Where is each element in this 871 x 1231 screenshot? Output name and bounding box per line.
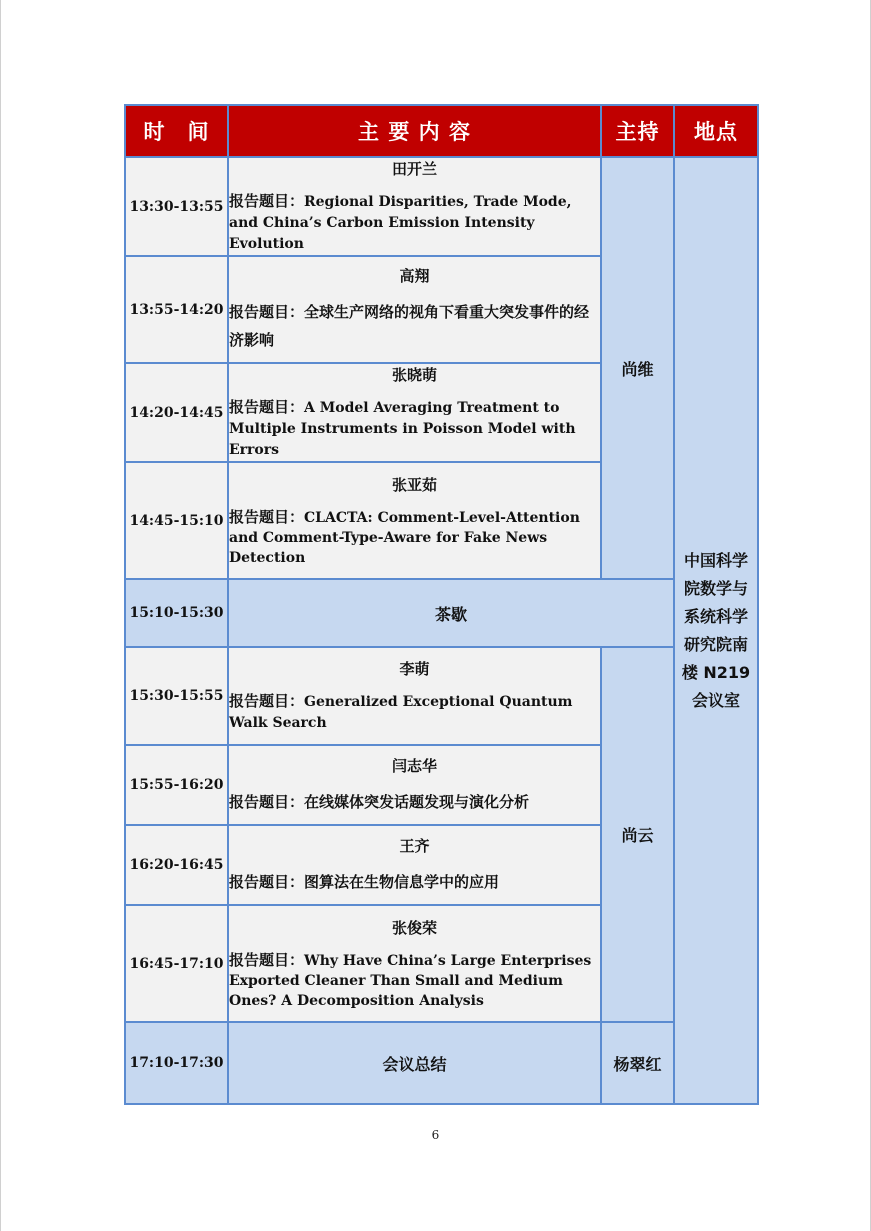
table-row: [125, 1022, 758, 1104]
speaker-name: 闫志华: [391, 756, 437, 775]
talk-title-text: Generalized Exceptional Quantum Walk Search: [229, 694, 573, 731]
time-cell: 14:20-14:45: [125, 363, 228, 462]
schedule-table: [124, 104, 759, 1105]
talk-cell: [228, 157, 601, 256]
talk-title: [229, 788, 600, 816]
speaker-name: 高翔: [399, 267, 430, 285]
host-cell: 杨翠红: [601, 1022, 674, 1104]
table-header-row: [125, 105, 758, 157]
talk-title-text: Why Have China’s Large Enterprises Exported Cleaner Than Small and Medium Ones? A Decomposition Analysis: [229, 952, 592, 1009]
table-row: [125, 647, 758, 745]
talk-title: [229, 691, 600, 734]
venue-cell: [674, 157, 758, 1104]
time-cell: 14:45-15:10: [125, 462, 228, 579]
host-cell: 尚云: [601, 647, 674, 1022]
speaker-name: 李萌: [399, 660, 430, 678]
title-label: 报告题目：: [229, 507, 305, 526]
talk-cell: [228, 905, 601, 1022]
talk-title-text: 全球生产网络的视角下看重大突发事件的经济影响: [229, 303, 590, 349]
venue-text: 中国科学院数学与系统科学研究院南楼 N219 会议室: [681, 550, 751, 710]
speaker-name: 王齐: [399, 836, 430, 855]
talk-cell: [228, 256, 601, 363]
speaker-name: 张俊荣: [391, 918, 437, 937]
talk-title-text: A Model Averaging Treatment to Multiple Instruments in Poisson Model with Errors: [229, 400, 576, 458]
talk-title: [229, 868, 600, 896]
time-cell: 15:30-15:55: [125, 647, 228, 745]
title-label: 报告题目：: [229, 950, 305, 969]
talk-title: [229, 950, 600, 1011]
title-label: 报告题目：: [229, 303, 305, 321]
speaker-name: 田开兰: [391, 160, 437, 178]
header-time: 时 间: [125, 105, 228, 157]
talk-cell: [228, 647, 601, 745]
time-cell: 16:20-16:45: [125, 825, 228, 905]
speaker-name: 张晓萌: [391, 366, 437, 384]
header-venue: 地点: [674, 105, 758, 157]
page-edge: [0, 0, 1, 1231]
page-number: 6: [431, 1128, 440, 1142]
speaker-name: 张亚茹: [391, 475, 437, 494]
time-cell: 13:30-13:55: [125, 157, 228, 256]
talk-cell: [228, 462, 601, 579]
title-label: 报告题目：: [229, 872, 305, 891]
header-content: 主 要 内 容: [228, 105, 601, 157]
talk-cell: [228, 363, 601, 462]
title-label: 报告题目：: [229, 792, 305, 811]
host-cell: 尚维: [601, 157, 674, 579]
talk-title: [229, 191, 600, 255]
closing-cell: 会议总结: [228, 1022, 601, 1104]
time-cell: 16:45-17:10: [125, 905, 228, 1022]
talk-title-text: 图算法在生物信息学中的应用: [304, 872, 500, 891]
talk-title: [229, 507, 600, 568]
title-label: 报告题目：: [229, 692, 305, 710]
table-row: [125, 579, 758, 647]
title-label: 报告题目：: [229, 398, 305, 416]
talk-title: [229, 397, 600, 461]
time-cell: 15:10-15:30: [125, 579, 228, 647]
time-cell: 17:10-17:30: [125, 1022, 228, 1104]
tea-break-cell: 茶歇: [228, 579, 674, 647]
talk-cell: [228, 825, 601, 905]
talk-title: [229, 298, 600, 354]
talk-title-text: CLACTA: Comment-Level-Attention and Comment-Type-Aware for Fake News Detection: [229, 509, 580, 566]
time-cell: 15:55-16:20: [125, 745, 228, 825]
header-host: 主持: [601, 105, 674, 157]
talk-title-text: 在线媒体突发话题发现与演化分析: [304, 792, 530, 811]
table-row: [125, 157, 758, 256]
talk-title-text: Regional Disparities, Trade Mode, and China’s Carbon Emission Intensity Evolution: [229, 194, 572, 252]
talk-cell: [228, 745, 601, 825]
time-cell: 13:55-14:20: [125, 256, 228, 363]
title-label: 报告题目：: [229, 192, 305, 210]
